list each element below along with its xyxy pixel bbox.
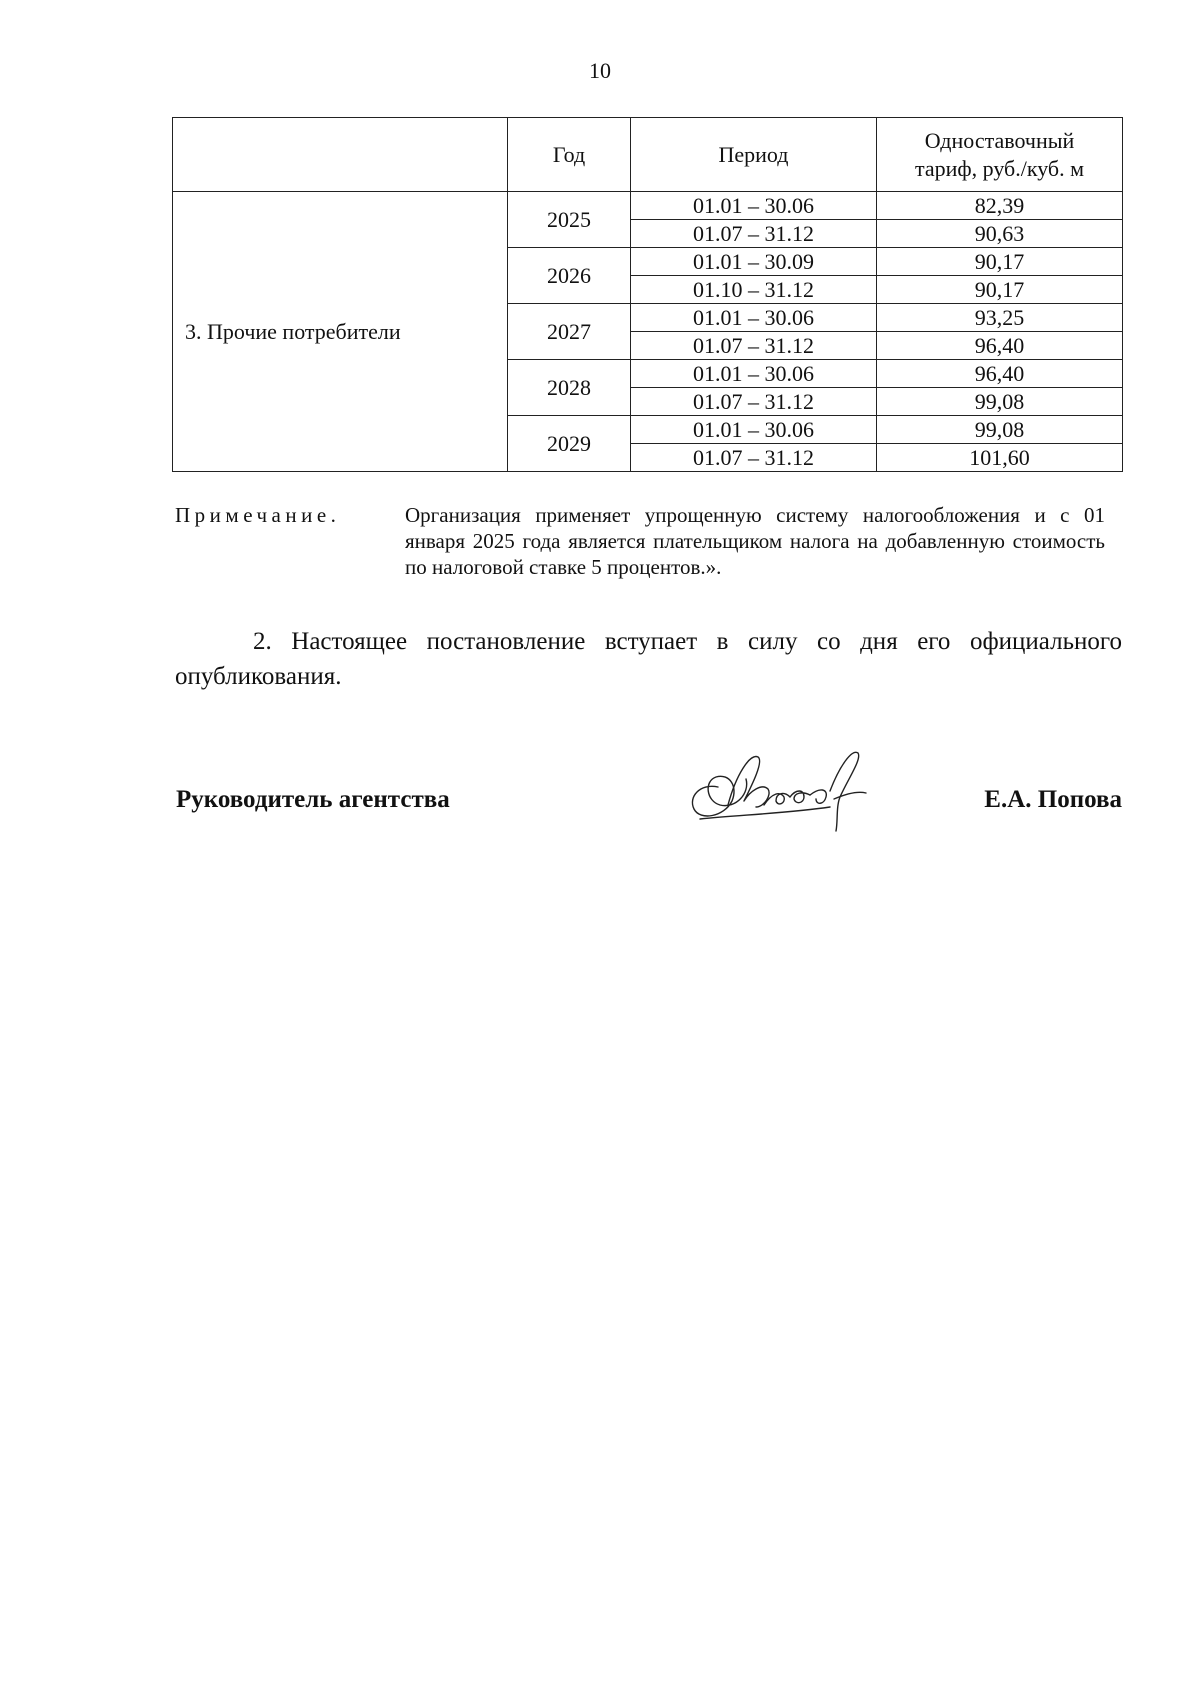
period-cell: 01.07 – 31.12: [631, 388, 877, 416]
period-cell: 01.01 – 30.09: [631, 248, 877, 276]
tariff-cell: 99,08: [877, 416, 1123, 444]
period-cell: 01.01 – 30.06: [631, 360, 877, 388]
tariff-cell: 82,39: [877, 192, 1123, 220]
tariff-table: [172, 117, 1123, 472]
tariff-cell: 90,17: [877, 276, 1123, 304]
signatory-name: Е.А. Попова: [984, 786, 1122, 813]
year-cell: 2028: [508, 360, 631, 416]
year-cell: 2029: [508, 416, 631, 472]
period-cell: 01.10 – 31.12: [631, 276, 877, 304]
period-cell: 01.07 – 31.12: [631, 332, 877, 360]
year-cell: 2026: [508, 248, 631, 304]
tariff-cell: 96,40: [877, 332, 1123, 360]
period-cell: 01.01 – 30.06: [631, 416, 877, 444]
note-text: Организация применяет упрощенную систему налогообложения и с 01 января 2025 года является плательщиком налога на добавленную стоимость по налоговой ставке 5 процентов.».: [405, 503, 1105, 579]
signatory-title: Руководитель агентства: [176, 786, 450, 813]
year-cell: 2027: [508, 304, 631, 360]
tariff-cell: 90,63: [877, 220, 1123, 248]
note-label: Примечание.: [175, 503, 341, 527]
table-row: [173, 192, 1123, 220]
tariff-cell: 90,17: [877, 248, 1123, 276]
clause-2: 2. Настоящее постановление вступает в силу со дня его официального опубликования.: [175, 628, 1122, 690]
year-cell: 2025: [508, 192, 631, 248]
page-number: 10: [589, 58, 611, 83]
header-period: Период: [631, 118, 877, 192]
tariff-cell: 93,25: [877, 304, 1123, 332]
period-cell: 01.01 – 30.06: [631, 304, 877, 332]
handwritten-signature-icon: [680, 735, 890, 840]
period-cell: 01.07 – 31.12: [631, 220, 877, 248]
period-cell: 01.01 – 30.06: [631, 192, 877, 220]
header-consumer: [173, 118, 508, 192]
tariff-cell: 101,60: [877, 444, 1123, 472]
header-year: Год: [508, 118, 631, 192]
header-tariff: Одноставочный тариф, руб./куб. м: [877, 118, 1123, 192]
tariff-cell: 96,40: [877, 360, 1123, 388]
table-header-row: [173, 118, 1123, 192]
period-cell: 01.07 – 31.12: [631, 444, 877, 472]
consumer-category: 3. Прочие потребители: [173, 192, 508, 472]
tariff-cell: 99,08: [877, 388, 1123, 416]
